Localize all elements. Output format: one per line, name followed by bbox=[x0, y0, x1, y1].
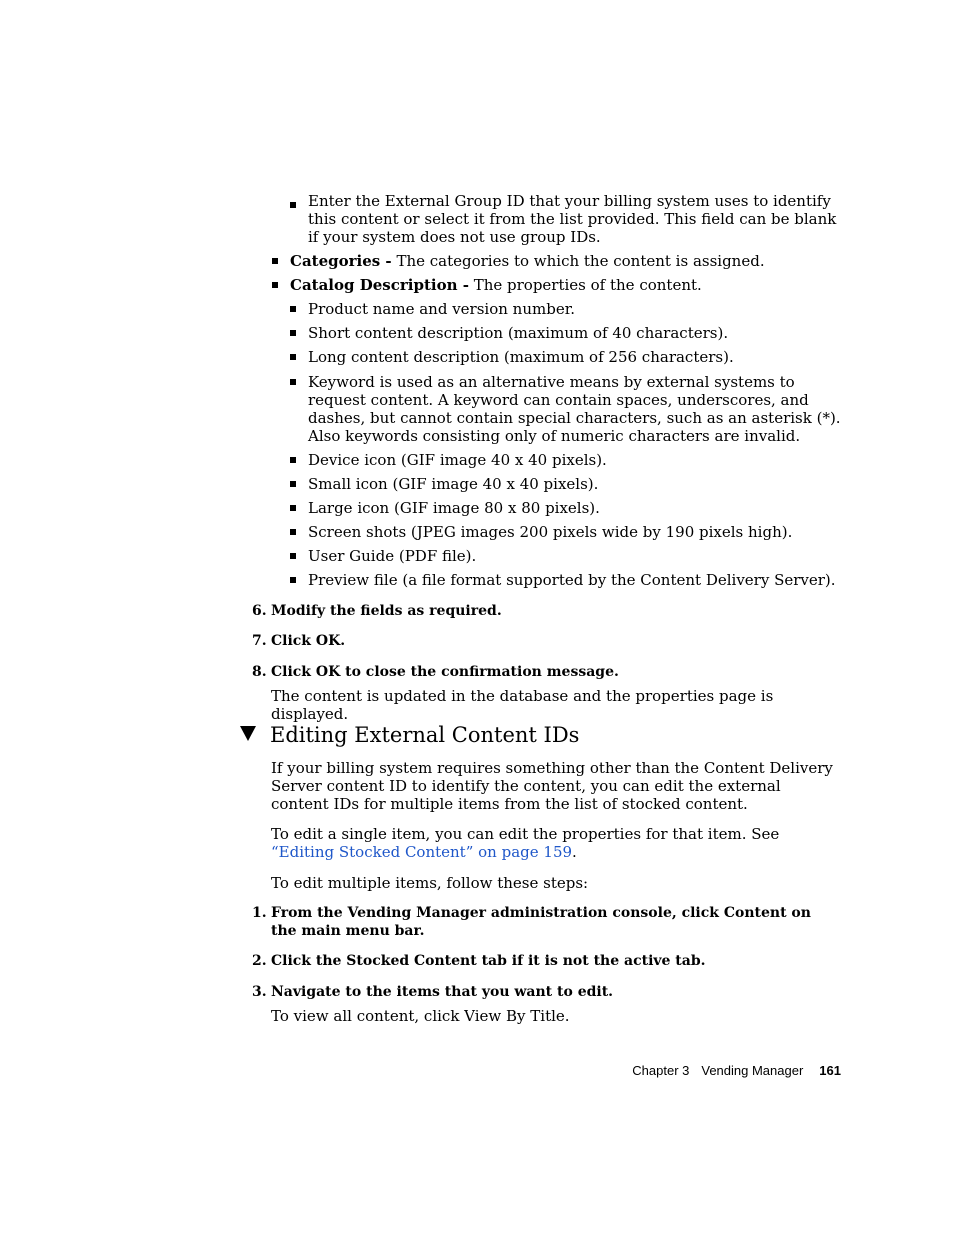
step-text: Click OK. bbox=[271, 633, 346, 649]
catalog-label: Catalog Description - bbox=[290, 276, 469, 294]
paragraph: If your billing system requires something other than the Content Delivery Server content ID to identify the content, you can edit the external content IDs for multiple items from the list of stocked content. bbox=[271, 759, 833, 813]
section-heading bbox=[240, 722, 579, 748]
bullet-marker bbox=[290, 553, 296, 559]
step-result: To view all content, click View By Title. bbox=[271, 1007, 570, 1025]
page-footer bbox=[632, 1063, 841, 1078]
catalog-item-keyword: Keyword is used as an alternative means by external systems to request content. A keyword can contain spaces, underscores, and dashes, but cannot contain special characters, such as an asterisk (*). Also keywords consisting only of numeric characters are invalid. bbox=[308, 373, 841, 445]
bullet-marker bbox=[272, 282, 278, 288]
catalog-item: Small icon (GIF image 40 x 40 pixels). bbox=[308, 475, 599, 493]
bullet-catalog-description bbox=[290, 276, 850, 294]
step-text: Click OK to close the confirmation message. bbox=[271, 664, 619, 680]
catalog-text: The properties of the content. bbox=[468, 276, 702, 294]
step-number: 6. bbox=[252, 603, 267, 619]
step-text: Navigate to the items that you want to edit. bbox=[271, 984, 614, 1000]
bullet-marker bbox=[290, 306, 296, 312]
footer-chapter: Chapter 3 bbox=[632, 1063, 690, 1078]
step-text: Modify the fields as required. bbox=[271, 603, 502, 619]
paragraph-text: To edit a single item, you can edit the properties for that item. See bbox=[271, 825, 780, 843]
paragraph: To edit multiple items, follow these steps: bbox=[271, 874, 589, 892]
catalog-item: Preview file (a file format supported by the Content Delivery Server). bbox=[308, 571, 836, 589]
catalog-item: Screen shots (JPEG images 200 pixels wide by 190 pixels high). bbox=[308, 523, 793, 541]
bullet-marker bbox=[290, 379, 296, 385]
bullet-marker bbox=[290, 505, 296, 511]
step-text: From the Vending Manager administration console, click Content on the main menu bar. bbox=[271, 905, 811, 939]
step-number: 1. bbox=[252, 905, 267, 921]
categories-text: The categories to which the content is assigned. bbox=[391, 252, 765, 270]
triangle-down-icon bbox=[240, 726, 256, 741]
step-number: 3. bbox=[252, 984, 267, 1000]
bullet-marker bbox=[290, 354, 296, 360]
step-text: Click the Stocked Content tab if it is not the active tab. bbox=[271, 953, 706, 969]
step-result: The content is updated in the database and the properties page is displayed. bbox=[271, 687, 774, 723]
catalog-item: Product name and version number. bbox=[308, 300, 575, 318]
bullet-marker bbox=[290, 481, 296, 487]
footer-title: Vending Manager bbox=[701, 1063, 804, 1078]
step-number: 7. bbox=[252, 633, 267, 649]
step-number: 8. bbox=[252, 664, 267, 680]
catalog-item: Device icon (GIF image 40 x 40 pixels). bbox=[308, 451, 607, 469]
catalog-item: User Guide (PDF file). bbox=[308, 547, 477, 565]
bullet-marker bbox=[290, 457, 296, 463]
bullet-marker bbox=[290, 577, 296, 583]
step-number: 2. bbox=[252, 953, 267, 969]
cross-reference-link[interactable]: “Editing Stocked Content” on page 159 bbox=[271, 843, 573, 861]
bullet-categories bbox=[290, 252, 850, 270]
catalog-item: Short content description (maximum of 40 characters). bbox=[308, 324, 729, 342]
categories-label: Categories - bbox=[290, 252, 392, 270]
bullet-marker bbox=[290, 202, 296, 208]
catalog-item: Long content description (maximum of 256 characters). bbox=[308, 348, 734, 366]
section-heading-text: Editing External Content IDs bbox=[270, 723, 580, 747]
bullet-marker bbox=[290, 529, 296, 535]
sub-bullet-external-group-id: Enter the External Group ID that your billing system uses to identify this content or select it from the list provided. This field can be blank if your system does not use group IDs. bbox=[308, 192, 837, 246]
paragraph-with-link bbox=[271, 825, 843, 861]
catalog-item: Large icon (GIF image 80 x 80 pixels). bbox=[308, 499, 600, 517]
bullet-marker bbox=[272, 258, 278, 264]
paragraph-text: . bbox=[572, 843, 577, 861]
page-number: 161 bbox=[819, 1063, 841, 1078]
bullet-marker bbox=[290, 330, 296, 336]
